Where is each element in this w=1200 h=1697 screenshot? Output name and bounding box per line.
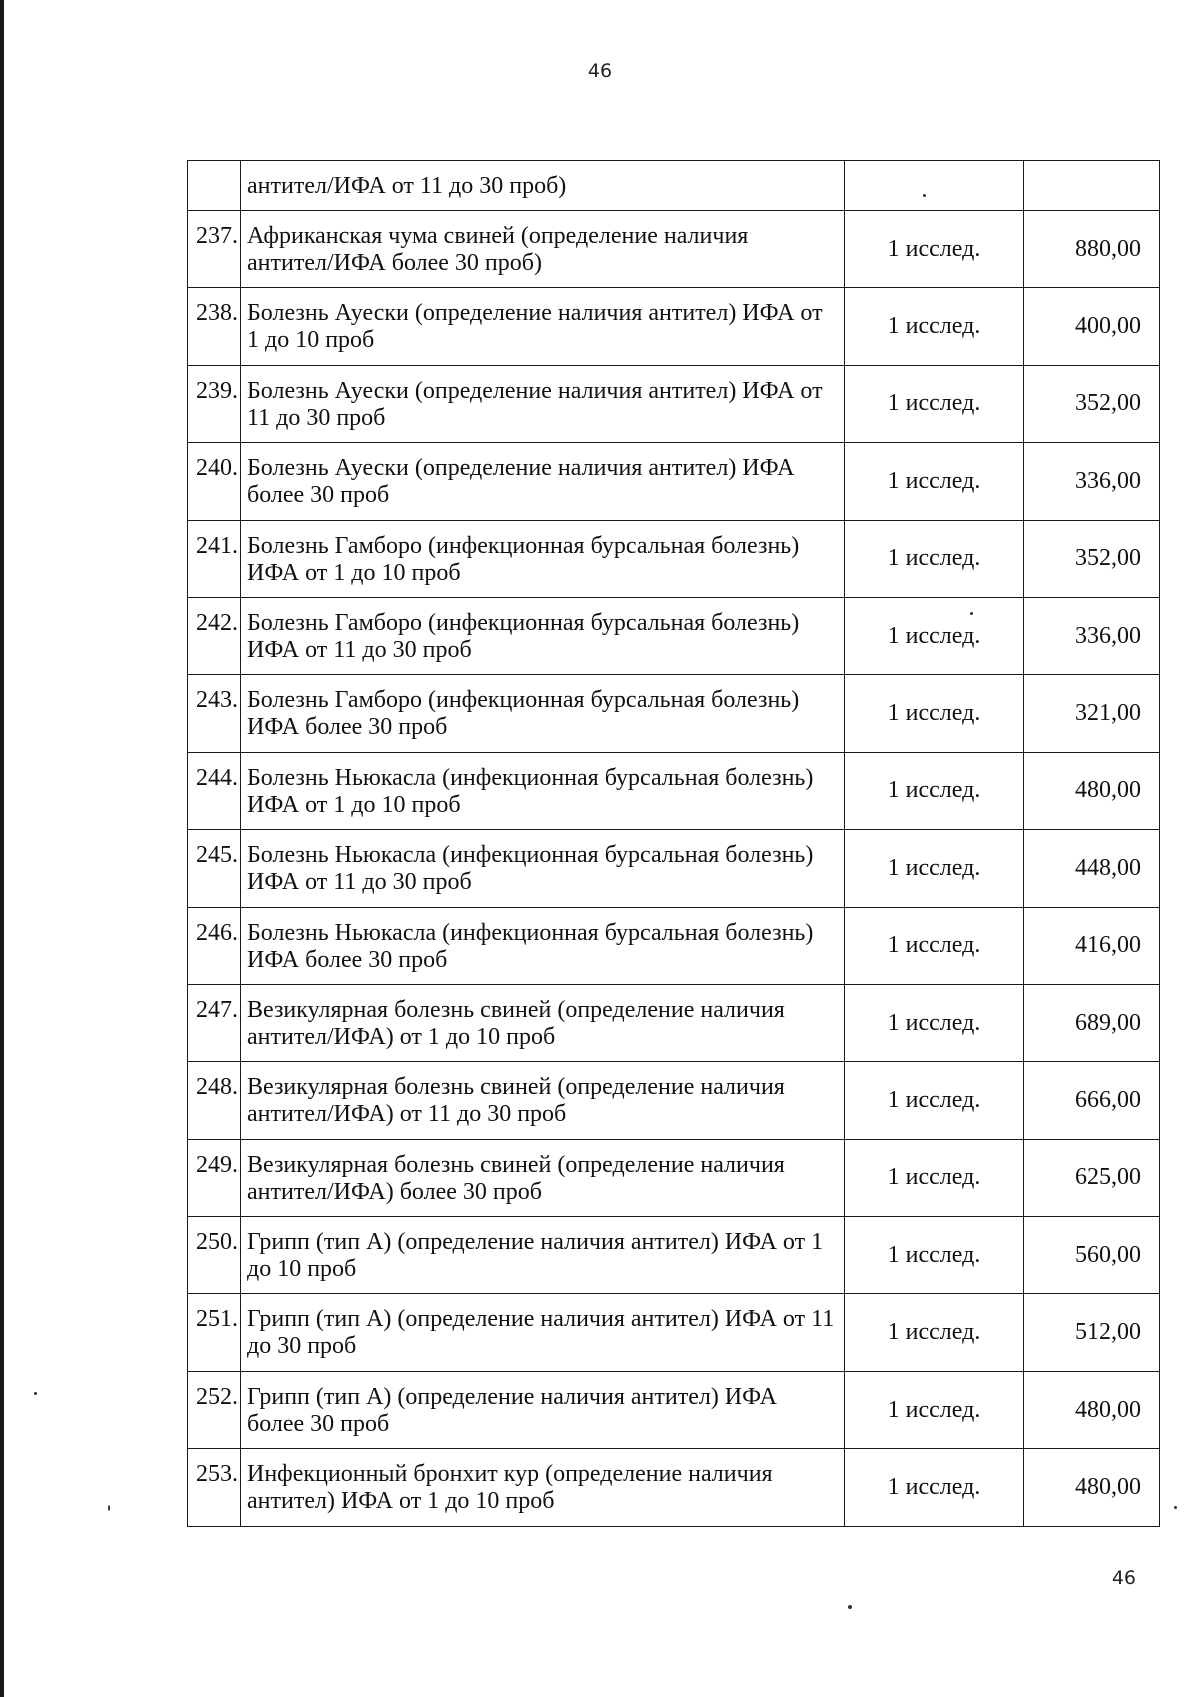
- table-row: [188, 1139, 1160, 1216]
- price-cell: [1024, 161, 1160, 211]
- table-row: [188, 675, 1160, 752]
- price-cell: 689,00: [1024, 984, 1160, 1061]
- row-number-cell: 237.: [188, 211, 241, 288]
- price-cell: 480,00: [1024, 1371, 1160, 1448]
- unit-cell: 1 исслед.: [845, 1139, 1024, 1216]
- scan-speck: [848, 1605, 852, 1609]
- unit-cell: 1 исслед.: [845, 907, 1024, 984]
- row-number-cell: 245.: [188, 830, 241, 907]
- table-row: [188, 984, 1160, 1061]
- price-cell: 448,00: [1024, 830, 1160, 907]
- unit-cell: 1 исслед.: [845, 520, 1024, 597]
- unit-cell: 1 исслед.: [845, 1294, 1024, 1371]
- row-number-cell: [188, 161, 241, 211]
- service-name-cell: Грипп (тип А) (определение наличия антител) ИФА от 1 до 10 проб: [241, 1217, 845, 1294]
- service-name-cell: Болезнь Гамборо (инфекционная бурсальная болезнь) ИФА от 11 до 30 проб: [241, 597, 845, 674]
- scan-speck: [108, 1505, 110, 1511]
- unit-cell: 1 исслед.: [845, 288, 1024, 365]
- service-name-cell: Болезнь Ауески (определение наличия антител) ИФА более 30 проб: [241, 443, 845, 520]
- unit-cell: 1 исслед.: [845, 675, 1024, 752]
- price-cell: 560,00: [1024, 1217, 1160, 1294]
- table-row: [188, 365, 1160, 442]
- scan-speck: [34, 1392, 37, 1395]
- service-name-cell: Болезнь Ауески (определение наличия антител) ИФА от 1 до 10 проб: [241, 288, 845, 365]
- row-number-cell: 239.: [188, 365, 241, 442]
- service-name-cell: антител/ИФА от 11 до 30 проб): [241, 161, 845, 211]
- row-number-cell: 247.: [188, 984, 241, 1061]
- row-number-cell: 242.: [188, 597, 241, 674]
- service-name-cell: Везикулярная болезнь свиней (определение наличия антител/ИФА) от 11 до 30 проб: [241, 1062, 845, 1139]
- unit-cell: 1 исслед.: [845, 1062, 1024, 1139]
- tariff-table: [187, 160, 1160, 1527]
- row-number-cell: 244.: [188, 752, 241, 829]
- scan-speck: [970, 612, 973, 615]
- row-number-cell: 246.: [188, 907, 241, 984]
- unit-cell: 1 исслед.: [845, 830, 1024, 907]
- service-name-cell: Инфекционный бронхит кур (определение наличия антител) ИФА от 1 до 10 проб: [241, 1449, 845, 1526]
- scan-edge-border: [0, 0, 4, 1697]
- scan-speck: [1174, 1506, 1177, 1509]
- tariff-table-body: [188, 161, 1160, 1527]
- scan-speck: [923, 194, 926, 197]
- row-number-cell: 241.: [188, 520, 241, 597]
- price-cell: 480,00: [1024, 1449, 1160, 1526]
- price-cell: 336,00: [1024, 443, 1160, 520]
- service-name-cell: Болезнь Ньюкасла (инфекционная бурсальная болезнь) ИФА более 30 проб: [241, 907, 845, 984]
- unit-cell: 1 исслед.: [845, 752, 1024, 829]
- unit-cell: 1 исслед.: [845, 597, 1024, 674]
- table-row: [188, 520, 1160, 597]
- price-cell: 512,00: [1024, 1294, 1160, 1371]
- page-number-top: 46: [587, 60, 613, 82]
- table-row: [188, 907, 1160, 984]
- table-row: [188, 752, 1160, 829]
- unit-cell: 1 исслед.: [845, 1217, 1024, 1294]
- table-row: [188, 830, 1160, 907]
- service-name-cell: Везикулярная болезнь свиней (определение наличия антител/ИФА) более 30 проб: [241, 1139, 845, 1216]
- price-cell: 400,00: [1024, 288, 1160, 365]
- unit-cell: 1 исслед.: [845, 984, 1024, 1061]
- unit-cell: 1 исслед.: [845, 443, 1024, 520]
- row-number-cell: 240.: [188, 443, 241, 520]
- service-name-cell: Болезнь Гамборо (инфекционная бурсальная болезнь) ИФА более 30 проб: [241, 675, 845, 752]
- service-name-cell: Африканская чума свиней (определение наличия антител/ИФА более 30 проб): [241, 211, 845, 288]
- table-row: [188, 161, 1160, 211]
- service-name-cell: Грипп (тип А) (определение наличия антител) ИФА более 30 проб: [241, 1371, 845, 1448]
- unit-cell: 1 исслед.: [845, 211, 1024, 288]
- service-name-cell: Болезнь Ауески (определение наличия антител) ИФА от 11 до 30 проб: [241, 365, 845, 442]
- row-number-cell: 250.: [188, 1217, 241, 1294]
- table-row: [188, 1371, 1160, 1448]
- row-number-cell: 251.: [188, 1294, 241, 1371]
- row-number-cell: 249.: [188, 1139, 241, 1216]
- service-name-cell: Везикулярная болезнь свиней (определение наличия антител/ИФА) от 1 до 10 проб: [241, 984, 845, 1061]
- price-cell: 666,00: [1024, 1062, 1160, 1139]
- service-name-cell: Болезнь Ньюкасла (инфекционная бурсальная болезнь) ИФА от 1 до 10 проб: [241, 752, 845, 829]
- unit-cell: [845, 161, 1024, 211]
- service-name-cell: Болезнь Гамборо (инфекционная бурсальная болезнь) ИФА от 1 до 10 проб: [241, 520, 845, 597]
- table-row: [188, 443, 1160, 520]
- table-row: [188, 1217, 1160, 1294]
- row-number-cell: 243.: [188, 675, 241, 752]
- row-number-cell: 248.: [188, 1062, 241, 1139]
- unit-cell: 1 исслед.: [845, 1449, 1024, 1526]
- service-name-cell: Грипп (тип А) (определение наличия антител) ИФА от 11 до 30 проб: [241, 1294, 845, 1371]
- price-cell: 625,00: [1024, 1139, 1160, 1216]
- table-row: [188, 1062, 1160, 1139]
- table-row: [188, 597, 1160, 674]
- row-number-cell: 252.: [188, 1371, 241, 1448]
- table-row: [188, 1449, 1160, 1526]
- price-cell: 880,00: [1024, 211, 1160, 288]
- price-cell: 336,00: [1024, 597, 1160, 674]
- row-number-cell: 238.: [188, 288, 241, 365]
- price-cell: 321,00: [1024, 675, 1160, 752]
- table-row: [188, 1294, 1160, 1371]
- unit-cell: 1 исслед.: [845, 1371, 1024, 1448]
- row-number-cell: 253.: [188, 1449, 241, 1526]
- service-name-cell: Болезнь Ньюкасла (инфекционная бурсальная болезнь) ИФА от 11 до 30 проб: [241, 830, 845, 907]
- price-cell: 416,00: [1024, 907, 1160, 984]
- unit-cell: 1 исслед.: [845, 365, 1024, 442]
- price-cell: 352,00: [1024, 520, 1160, 597]
- price-cell: 352,00: [1024, 365, 1160, 442]
- page-number-bottom: 46: [1111, 1567, 1136, 1589]
- table-row: [188, 288, 1160, 365]
- table-row: [188, 211, 1160, 288]
- price-cell: 480,00: [1024, 752, 1160, 829]
